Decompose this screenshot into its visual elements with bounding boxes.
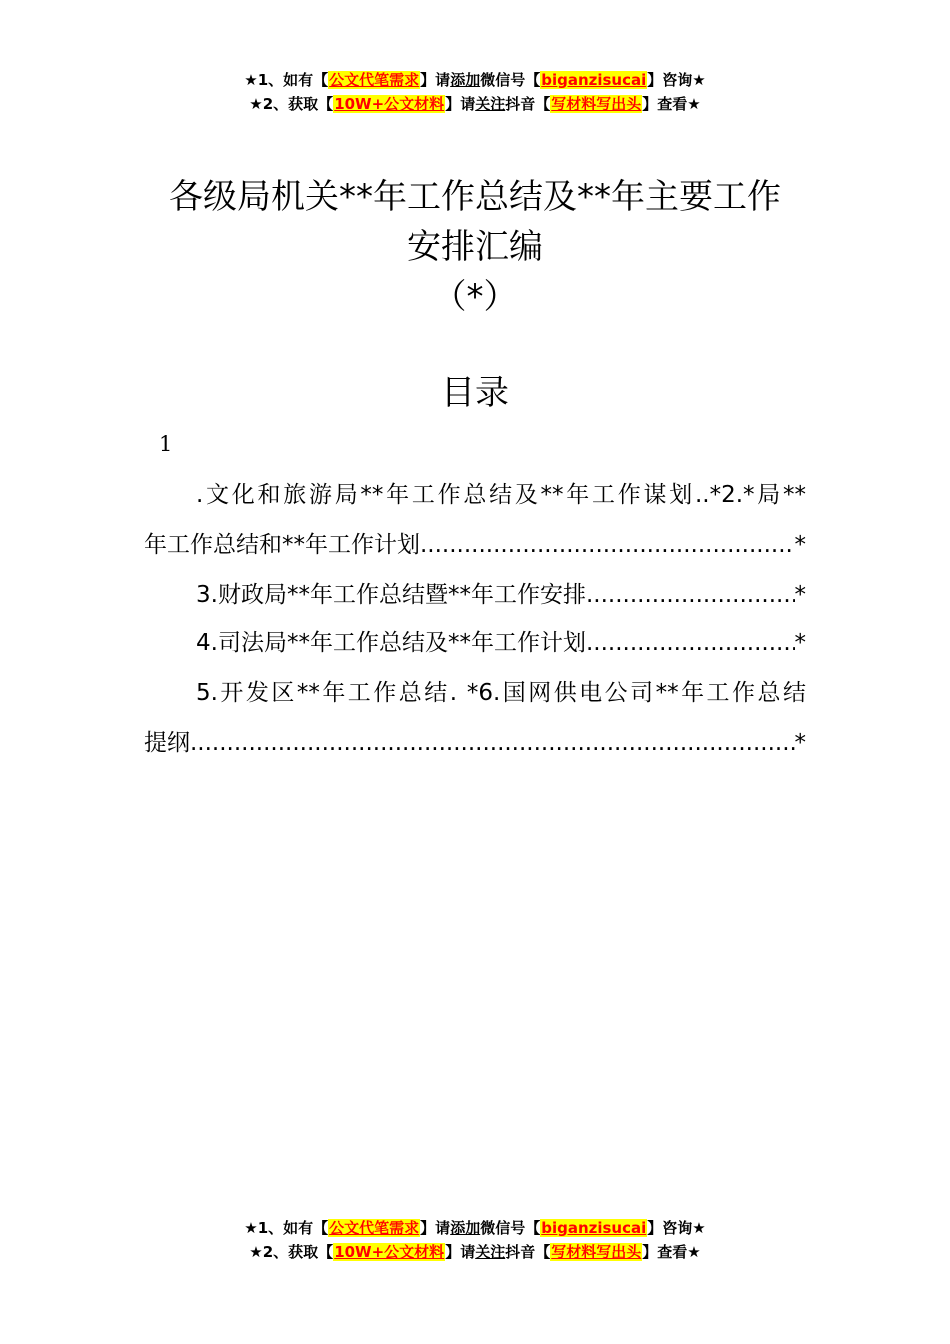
banner-highlight: 公文代笔需求 <box>329 1219 420 1237</box>
toc-entry-text: 4.司法局**年工作总结及**年工作计划 <box>196 630 586 656</box>
banner-text: 】请 <box>445 95 476 113</box>
document-title-line-3: （*） <box>432 277 518 317</box>
document-title-line-2: 安排汇编 <box>407 227 543 267</box>
banner-highlight: biganzisucai <box>541 71 647 89</box>
toc-heading: 目录 <box>441 373 509 413</box>
toc-entry-5[interactable] <box>144 676 858 710</box>
banner-line-2 <box>0 92 950 116</box>
toc-number-one: 1 <box>159 432 173 456</box>
bottom-banner <box>0 1216 950 1264</box>
toc-entry-6[interactable] <box>144 726 806 760</box>
toc-entry-3[interactable] <box>144 578 806 612</box>
banner-line-1 <box>0 68 950 92</box>
toc-entry-text: 5.开发区**年工作总结. *6.国网供电公司**年工作总结 <box>196 680 806 706</box>
toc-page-number: * <box>794 582 806 608</box>
banner-highlight: 10W+公文材料 <box>334 1243 445 1261</box>
banner-text: 微信号【 <box>480 71 541 89</box>
toc-leader-dots <box>190 726 795 760</box>
toc-leader-dots <box>586 578 795 612</box>
banner-underline: 添加 <box>450 71 481 89</box>
banner-text: 微信号【 <box>480 1219 541 1237</box>
banner-underline: 添加 <box>450 1219 481 1237</box>
banner-highlight: 写材料写出头 <box>551 95 642 113</box>
toc-entry-text: 年工作总结和**年工作计划 <box>144 532 420 558</box>
banner-text: 】请 <box>420 1219 451 1237</box>
banner-text: 】请 <box>420 71 451 89</box>
banner-text: 】查看★ <box>642 1243 701 1261</box>
banner-text: 抖音【 <box>505 95 551 113</box>
banner-underline: 关注 <box>475 1243 506 1261</box>
top-banner <box>0 68 950 116</box>
banner-text: ★1、如有【 <box>244 71 329 89</box>
banner-text: ★1、如有【 <box>244 1219 329 1237</box>
toc-leader-dots <box>586 626 795 660</box>
toc-entry-4[interactable] <box>144 626 806 660</box>
banner-underline: 关注 <box>475 95 506 113</box>
banner-line-1 <box>0 1216 950 1240</box>
toc-entry-text: 提纲 <box>144 730 190 756</box>
toc-leader-dots <box>420 528 795 562</box>
banner-text: 】查看★ <box>642 95 701 113</box>
banner-text: ★2、获取【 <box>249 1243 334 1261</box>
banner-highlight: 10W+公文材料 <box>334 95 445 113</box>
toc-entry-1[interactable] <box>144 478 858 512</box>
toc-entry-text: 3.财政局**年工作总结暨**年工作安排 <box>196 582 586 608</box>
document-title-line-1: 各级局机关**年工作总结及**年主要工作 <box>169 177 781 217</box>
banner-text: 】咨询★ <box>647 1219 706 1237</box>
toc-page-number: * <box>794 532 806 558</box>
banner-text: ★2、获取【 <box>249 95 334 113</box>
banner-highlight: 公文代笔需求 <box>329 71 420 89</box>
banner-highlight: biganzisucai <box>541 1219 647 1237</box>
toc-page-number: * <box>794 730 806 756</box>
banner-text: 抖音【 <box>505 1243 551 1261</box>
banner-text: 】咨询★ <box>647 71 706 89</box>
toc-entry-2[interactable] <box>144 528 806 562</box>
banner-text: 】请 <box>445 1243 476 1261</box>
banner-line-2 <box>0 1240 950 1264</box>
banner-highlight: 写材料写出头 <box>551 1243 642 1261</box>
toc-entry-text: .文化和旅游局**年工作总结及**年工作谋划..*2.*局** <box>196 482 806 508</box>
toc-page-number: * <box>794 630 806 656</box>
